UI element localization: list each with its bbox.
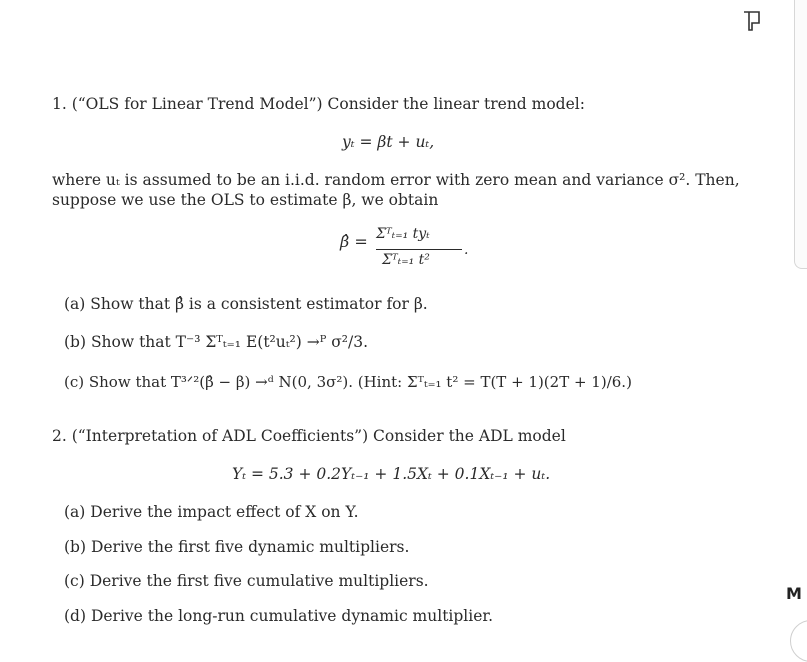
ols-estimator-equation: [340, 226, 490, 282]
problem-1-description-line-1: where uₜ is assumed to be an i.i.d. random error with zero mean and variance σ². Then,: [52, 171, 740, 189]
floating-action-button[interactable]: [790, 620, 807, 662]
problem-2-part-d: (d) Derive the long-run cumulative dynamic multiplier.: [64, 607, 494, 625]
problem-2-title: 2. (“Interpretation of ADL Coefficients”) Consider the ADL model: [52, 427, 566, 445]
estimator-numerator: Σᵀₜ₌₁ tyₜ: [376, 226, 430, 242]
problem-1-title: 1. (“OLS for Linear Trend Model”) Consider the linear trend model:: [52, 95, 585, 113]
estimator-denominator: Σᵀₜ₌₁ t²: [382, 252, 430, 268]
problem-1-description-line-2: suppose we use the OLS to estimate β, we obtain: [52, 191, 439, 209]
problem-2-part-a: (a) Derive the impact effect of X on Y.: [64, 503, 359, 521]
problem-1-part-a: (a) Show that β̂ is a consistent estimator for β.: [64, 295, 428, 313]
fraction-bar: [376, 249, 462, 250]
problem-2-part-b: (b) Derive the first five dynamic multipliers.: [64, 538, 410, 556]
problem-1-model-equation: yₜ = βt + uₜ,: [342, 133, 435, 151]
problem-1-part-c: (c) Show that T³ᐟ²(β̂ − β) →ᵈ N(0, 3σ²). (Hint: Σᵀₜ₌₁ t² = T(T + 1)(2T + 1)/6.): [64, 373, 632, 391]
problem-2-part-c: (c) Derive the first five cumulative multipliers.: [64, 572, 429, 590]
side-panel-label: M: [786, 584, 802, 603]
problem-2-model-equation: Yₜ = 5.3 + 0.2Yₜ₋₁ + 1.5Xₜ + 0.1Xₜ₋₁ + uₜ.: [232, 465, 551, 483]
estimator-period: .: [464, 242, 469, 258]
tab-marker-icon[interactable]: [740, 8, 764, 34]
estimator-lhs: β̂ =: [340, 232, 368, 251]
side-panel-edge[interactable]: [794, 0, 807, 269]
problem-1-part-b: (b) Show that T⁻³ Σᵀₜ₌₁ E(t²uₜ²) →ᴾ σ²/3.: [64, 333, 369, 351]
